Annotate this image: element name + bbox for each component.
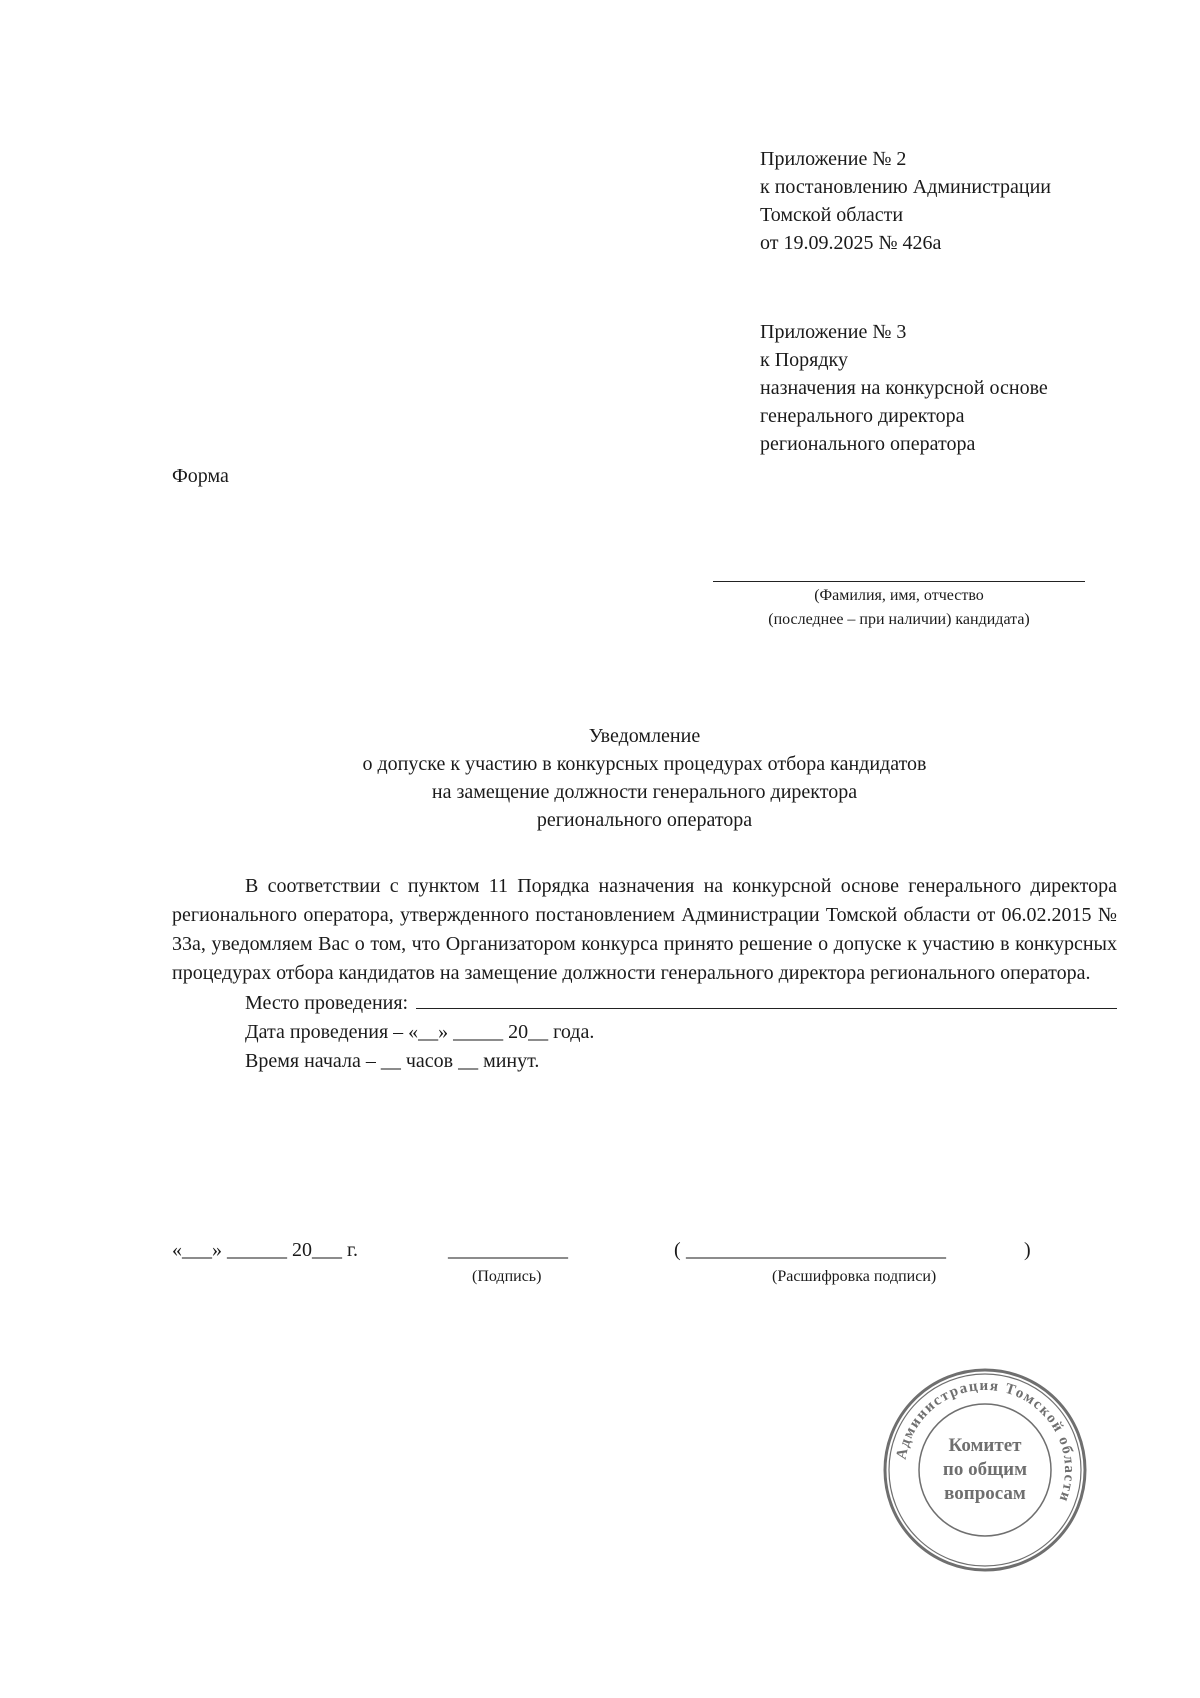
venue-label: Место проведения:: [245, 992, 409, 1014]
appendix-3-line: регионального оператора: [760, 433, 976, 455]
stamp-center-line: вопросам: [944, 1483, 1026, 1504]
stamp-center-line: Комитет: [948, 1435, 1022, 1456]
decode-close-paren: ): [1024, 1239, 1031, 1261]
signature-caption: (Подпись): [472, 1268, 542, 1285]
appendix-2-header: [760, 145, 1051, 257]
decode-open-paren: (: [674, 1239, 681, 1261]
date-line: Дата проведения – «__» _____ 20__ года.: [245, 1021, 595, 1043]
notice-title-line: регионального оператора: [536, 809, 753, 831]
stamp-ring-text: Администрация Томской области: [893, 1377, 1078, 1505]
appendix-2-line: Приложение № 2: [760, 148, 907, 170]
signature-date: «___» ______ 20___ г.: [172, 1239, 358, 1261]
appendix-3-line: Приложение № 3: [760, 321, 907, 343]
venue-blank: [416, 988, 1117, 1009]
appendix-3-line: генерального директора: [760, 405, 965, 427]
notice-title-line: Уведомление: [588, 725, 701, 747]
signature-blank: ____________: [448, 1239, 568, 1261]
time-line: Время начала – __ часов __ минут.: [245, 1050, 540, 1072]
candidate-name-blank: [713, 581, 1085, 582]
appendix-2-line: к постановлению Администрации: [760, 176, 1051, 198]
appendix-3-header: [760, 318, 1048, 458]
notice-paragraph: В соответствии с пунктом 11 Порядка назначения на конкурсной основе генерального директора регионального оператора, утвержденного постановлением Администрации Томской области от 06.02.2015 № 33а, уведомляем Вас о том, что Организатором конкурса принято решение о допуске к участию в конкурсных процедурах отбора кандидатов на замещение должности генерального директора регионального оператора.: [172, 875, 1117, 984]
candidate-name-caption: [713, 584, 1085, 632]
official-stamp: [880, 1365, 1090, 1575]
appendix-2-line: Томской области: [760, 204, 904, 226]
venue-line: [172, 988, 1117, 1018]
appendix-3-line: назначения на конкурсной основе: [760, 377, 1048, 399]
candidate-caption-line: (Фамилия, имя, отчество: [814, 587, 984, 604]
appendix-3-line: к Порядку: [760, 349, 848, 371]
notice-title: [172, 722, 1117, 834]
candidate-caption-line: (последнее – при наличии) кандидата): [768, 611, 1030, 628]
notice-title-line: о допуске к участию в конкурсных процедурах отбора кандидатов: [362, 753, 927, 775]
form-label: Форма: [172, 465, 229, 487]
notice-title-line: на замещение должности генерального директора: [431, 781, 858, 803]
appendix-2-line: от 19.09.2025 № 426а: [760, 232, 942, 254]
signature-row: [172, 1239, 1117, 1271]
stamp-center-line: по общим: [942, 1459, 1028, 1480]
decode-blank: __________________________: [686, 1239, 946, 1261]
notice-body: [172, 872, 1117, 1076]
decode-caption: (Расшифровка подписи): [772, 1268, 937, 1285]
